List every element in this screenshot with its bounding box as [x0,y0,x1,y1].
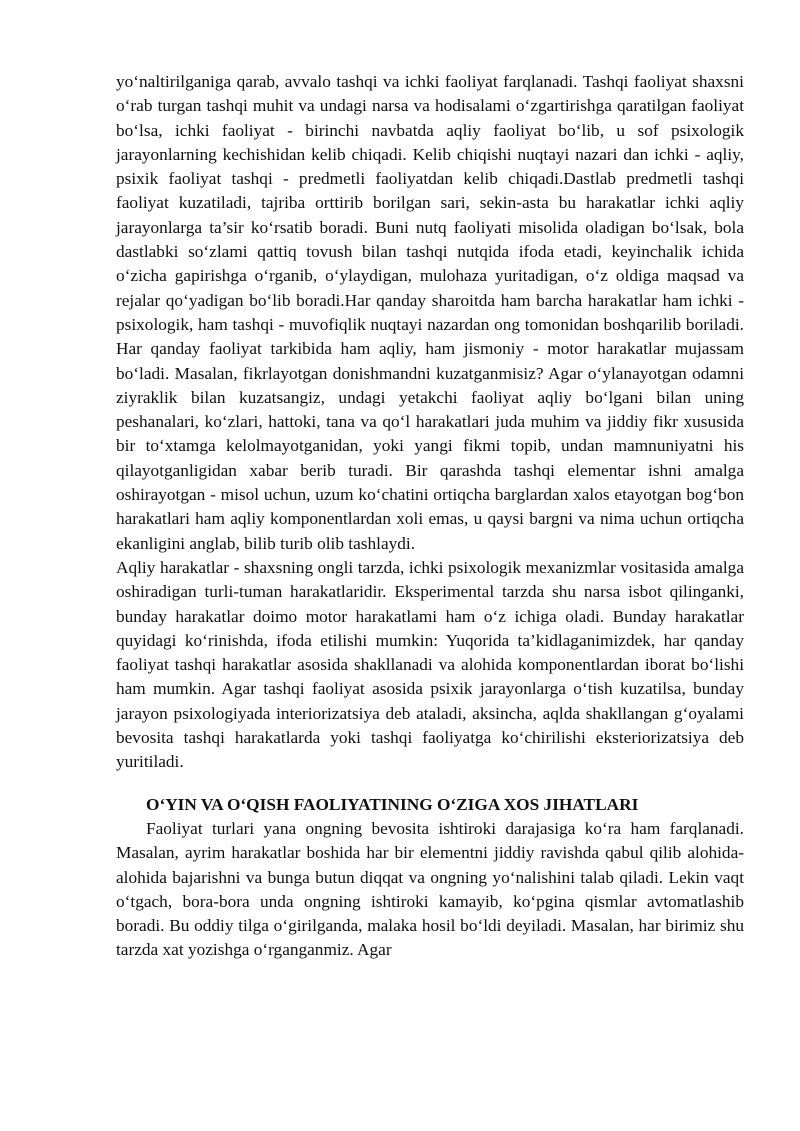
section-heading: O‘YIN VA O‘QISH FAOLIYATINING O‘ZIGA XOS JIHATLARI [146,794,639,814]
body-paragraph-3: Faoliyat turlari yana ongning bevosita ishtiroki darajasiga ko‘ra ham farqlanadi. Masalan, ayrim harakatlar boshida har bir elementni jiddiy ravishda qabul qilib alohida-alohida bajarishni va bunga butun diqqat va ongning yo‘nalishini talab qiladi. Lekin vaqt o‘tgach, bora-bora unda ongning ishtiroki kamayib, ko‘pgina qismlar avtomatlashib boradi. Bu oddiy tilga o‘girilganda, malaka hosil bo‘ldi deyiladi. Masalan, har birimiz shu tarzda xat yozishga o‘rganganmiz. Agar [116,818,744,960]
body-paragraph-1: yo‘naltirilganiga qarab, avvalo tashqi va ichki faoliyat farqlanadi. Tashqi faoliyat shaxsni o‘rab turgan tashqi muhit va undagi narsa va hodisalami o‘zgartirishga qaratilgan faoliyat bo‘lsa, ichki faoliyat - birinchi navbatda aqliy faoliyat bo‘lib, u sof psixologik jarayonlarning kechishidan kelib chiqadi. Kelib chiqishi nuqtayi nazari dan ichki - aqliy, psixik faoliyat tashqi - predmetli faoliyatdan kelib chiqadi.Dastlab predmetli tashqi faoliyat kuzatiladi, tajriba orttirib borilgan sari, sekin-asta bu harakatlar ichki aqliy jarayonlarga ta’sir ko‘rsatib boradi. Buni nutq faoliyati misolida oladigan bo‘lsak, bola dastlabki so‘zlami qattiq tovush bilan tashqi nutqida ifoda etadi, keyinchalik ichida o‘zicha gapirishga o‘rganib, o‘ylaydigan, mulohaza yuritadigan, o‘z oldiga maqsad va rejalar qo‘yadigan bo‘lib boradi.Har qanday sharoitda ham barcha harakatlar ham ichki - psixologik, ham tashqi - muvofiqlik nuqtayi nazardan ong tomonidan boshqarilib boriladi. Har qanday faoliyat tarkibida ham aqliy, ham jismoniy - motor harakatlar mujassam bo‘ladi. Masalan, fikrlayotgan donishmandni kuzatganmisiz? Agar o‘ylanayotgan odamni ziyraklik bilan kuzatsangiz, undagi yetakchi faoliyat aqliy bo‘lgani bilan uning peshanalari, ko‘zlari, hattoki, tana va qo‘l harakatlari juda muhim va jiddiy fikr xususida bir to‘xtamga kelolmayotganidan, yoki yangi fikmi topib, undan mamnuniyatni his qilayotganligidan xabar berib turadi. Bir qarashda tashqi elementar ishni amalga oshirayotgan - misol uchun, uzum ko‘chatini ortiqcha barglardan xalos etayotgan bog‘bon harakatlari ham aqliy komponentlardan xoli emas, u qaysi bargni va nima uchun ortiqcha ekanligini anglab, bilib turib olib tashlaydi. [116,72,744,553]
document-page [116,70,744,963]
body-paragraph-2: Aqliy harakatlar - shaxsning ongli tarzda, ichki psixologik mexanizmlar vositasida amalga oshiradigan turli-tuman harakatlaridir. Eksperimental tarzda shu narsa isbot qilinganki, bunday harakatlar doimo motor harakatlami ham o‘z ichiga oladi. Bunday harakatlar quyidagi ko‘rinishda, ifoda etilishi mumkin: Yuqorida ta’kidlaganimizdek, har qanday faoliyat tashqi harakatlar asosida shakllanadi va alohida komponentlardan iborat bo‘lishi ham mumkin. Agar tashqi faoliyat asosida psixik jarayonlarga o‘tish kuzatilsa, bunday jarayon psixologiyada interiorizatsiya deb ataladi, aksincha, aqlda shakllangan g‘oyalami bevosita tashqi harakatlarda yoki tashqi faoliyatga ko‘chirilishi eksteriorizatsiya deb yuritiladi. [116,557,744,772]
